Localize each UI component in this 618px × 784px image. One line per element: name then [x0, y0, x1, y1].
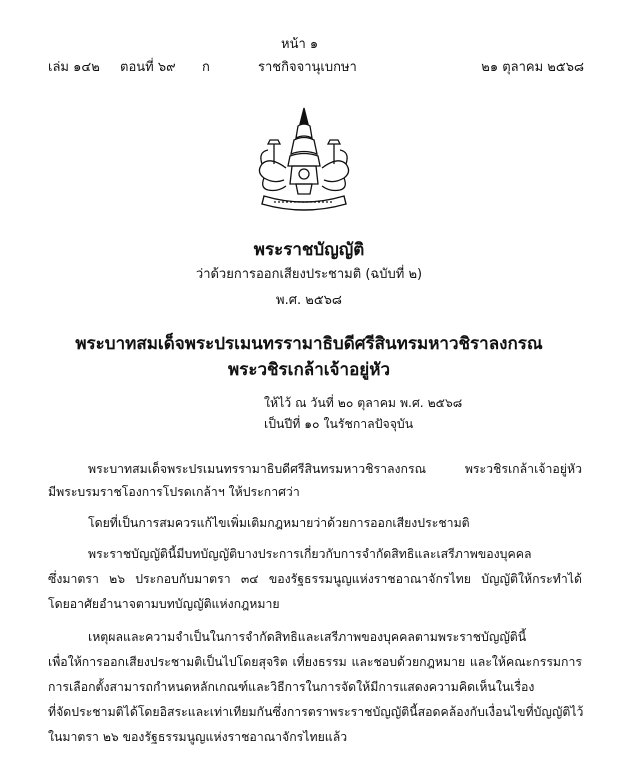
word: ซึ่งมาตรา: [48, 572, 99, 586]
word: และชอบด้วยกฎหมาย: [351, 655, 466, 669]
gazette-section: ตอนที่ ๖๙: [120, 60, 176, 75]
king-name-text: พระบาทสมเด็จพระปรเมนทรรามาธิบดีศรีสินทรมหาวชิราลงกรณ: [88, 462, 427, 476]
royal-garuda-seal-icon: [234, 104, 374, 216]
restriction-paragraph-line2: [48, 570, 582, 589]
reason-paragraph-line3: การเลือกตั้งสามารถกำหนดหลักเกณฑ์และวิธีการในการจัดให้มีการแสดงความคิดเห็นในเรื่อง: [48, 680, 535, 694]
gazette-part: ก: [202, 60, 210, 75]
word: ซึ่งการตราพระราชบัญญัตินี้สอดคล้องกับเงื่อนไขที่บัญญัติไว้: [272, 705, 584, 719]
word: เพื่อให้การออกเสียงประชามติเป็นไปโดยสุจริต: [48, 655, 288, 669]
word: ที่จัดประชามติได้โดยอิสระและเท่าเทียมกัน: [48, 705, 273, 719]
restriction-paragraph-line3: โดยอาศัยอำนาจตามบทบัญญัติแห่งกฎหมาย: [48, 597, 280, 611]
reason-paragraph-line2: [48, 653, 582, 672]
act-subject: ว่าด้วยการออกเสียงประชามติ (ฉบับที่ ๒): [195, 267, 423, 282]
proclamation-line: มีพระบรมราชโองการโปรดเกล้าฯ ให้ประกาศว่า: [48, 485, 300, 499]
restriction-paragraph-line1: พระราชบัญญัตินี้มีบทบัญญัติบางประการเกี่ยวกับการจำกัดสิทธิและเสรีภาพของบุคคล: [88, 547, 532, 561]
word: ๓๔: [240, 572, 259, 586]
word: ประกอบกับมาตรา: [135, 572, 231, 586]
reason-paragraph-line5: ในมาตรา ๒๖ ของรัฐธรรมนูญแห่งราชอาณาจักรไทยแล้ว: [48, 730, 348, 744]
reason-paragraph-line4: [48, 703, 582, 722]
given-date: ให้ไว้ ณ วันที่ ๒๐ ตุลาคม พ.ศ. ๒๕๖๘: [264, 396, 463, 410]
act-year: พ.ศ. ๒๕๖๘: [276, 293, 342, 308]
word: เที่ยงธรรม: [292, 655, 347, 669]
word: ๒๖: [109, 572, 126, 586]
gazette-date: ๒๑ ตุลาคม ๒๕๖๘: [481, 60, 584, 75]
king-name-line1: พระบาทสมเด็จพระปรเมนทรรามาธิบดีศรีสินทรมหาวชิราลงกรณ: [75, 334, 543, 354]
king-name-line2: พระวชิรเกล้าเจ้าอยู่หัว: [228, 360, 390, 380]
gazette-name: ราชกิจจานุเบกษา: [258, 60, 357, 75]
act-title: พระราชบัญญัติ: [253, 240, 365, 260]
word: ของรัฐธรรมนูญแห่งราชอาณาจักรไทย: [268, 572, 471, 586]
king-title-text: พระวชิรเกล้าเจ้าอยู่หัว: [464, 462, 582, 476]
word: บัญญัติให้กระทำได้: [481, 572, 582, 586]
reason-paragraph-line1: เหตุผลและความจำเป็นในการจำกัดสิทธิและเสรีภาพของบุคคลตามพระราชบัญญัตินี้: [88, 630, 527, 644]
page-number: หน้า ๑: [281, 37, 319, 52]
reign-year: เป็นปีที่ ๑๐ ในรัชกาลปัจจุบัน: [264, 417, 414, 431]
preamble-line: [88, 460, 582, 479]
word: และให้คณะกรรมการ: [469, 655, 582, 669]
gazette-volume: เล่ม ๑๔๒: [48, 60, 100, 75]
whereas-line: โดยที่เป็นการสมควรแก้ไขเพิ่มเติมกฎหมายว่าด้วยการออกเสียงประชามติ: [88, 516, 470, 530]
